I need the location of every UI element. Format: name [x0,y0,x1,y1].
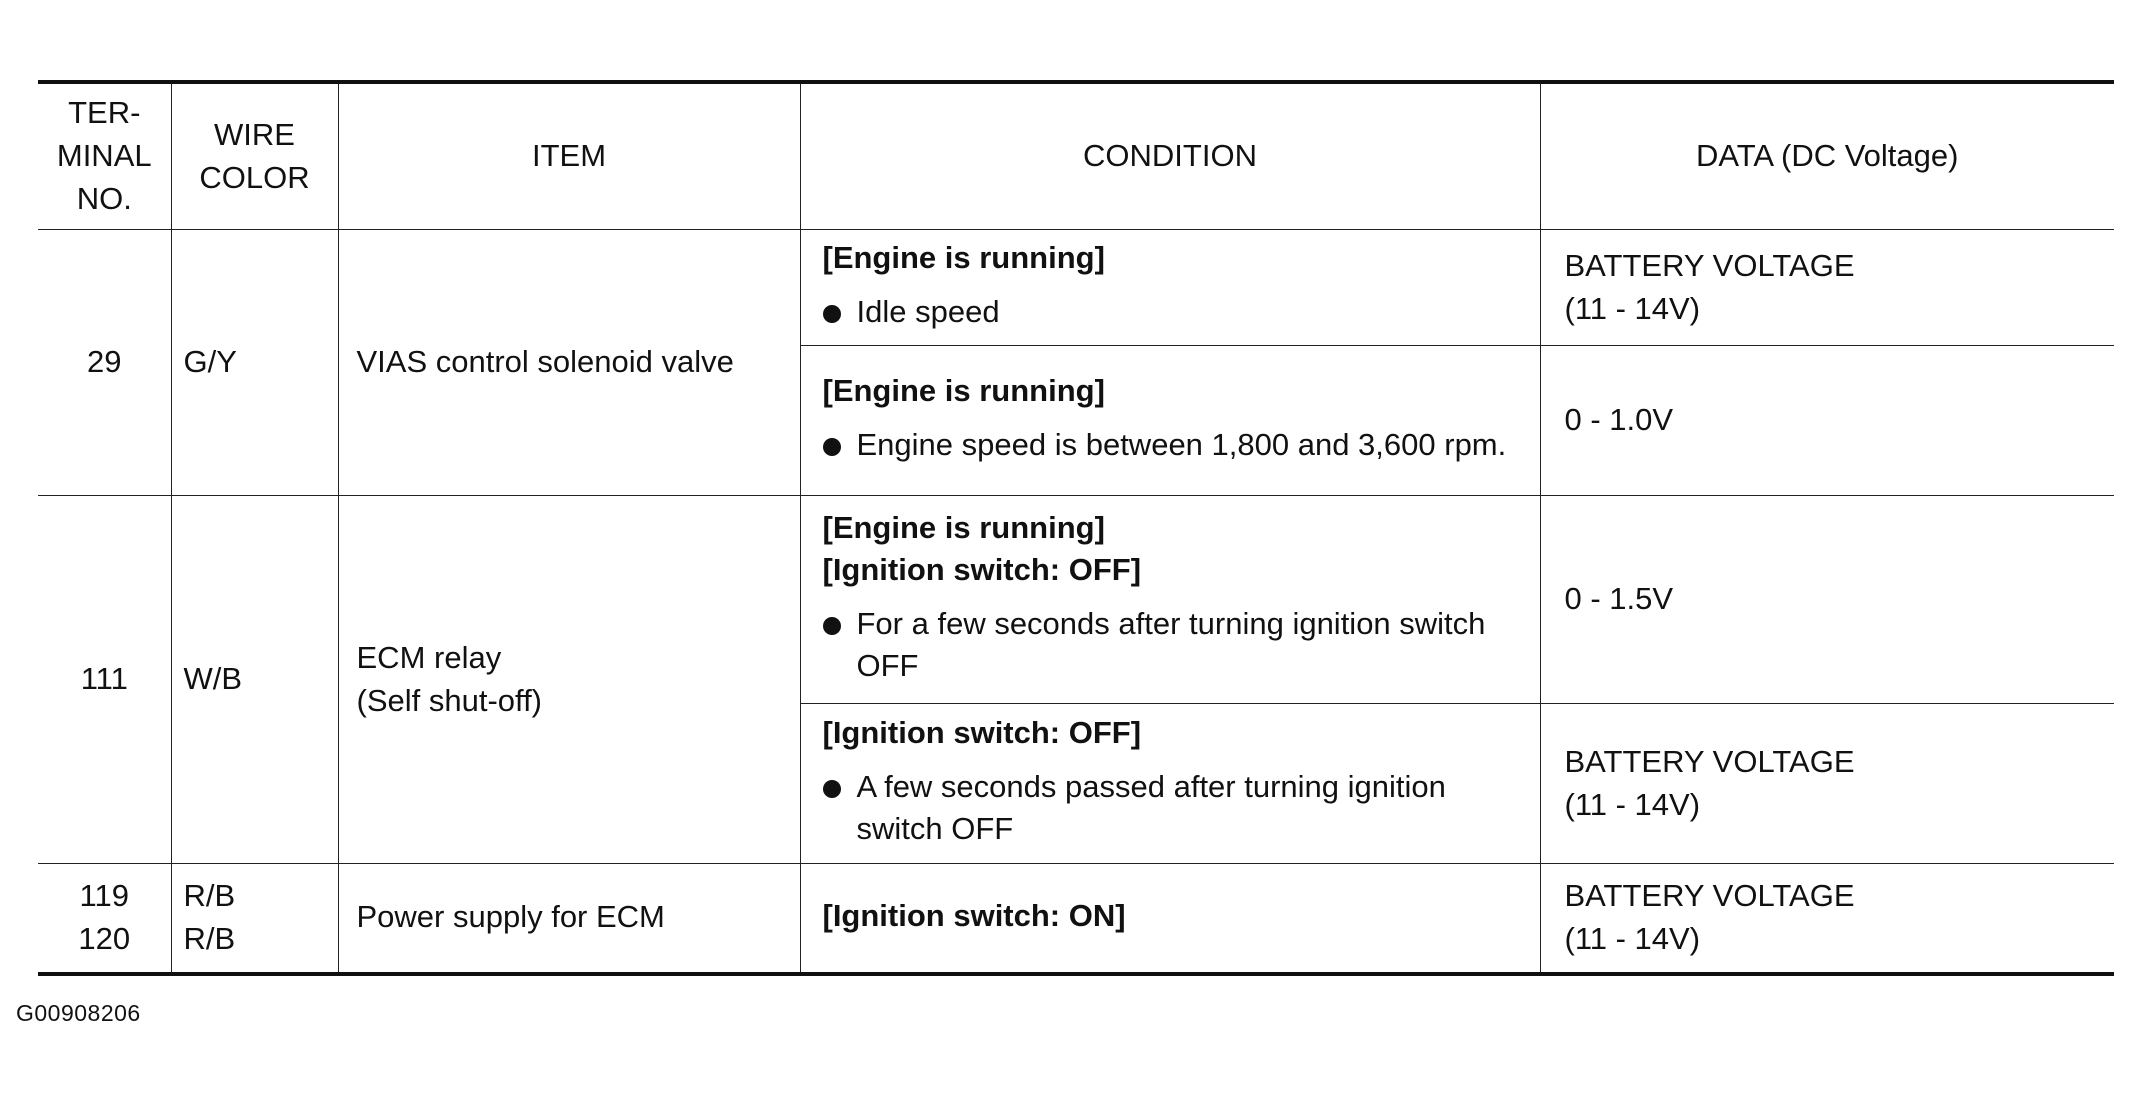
header-data: DATA (DC Voltage) [1540,82,2114,230]
data-value: (11 - 14V) [1564,920,1701,956]
condition-header: [Engine is running] [822,509,1105,545]
terminal-no-cell [38,230,171,496]
item-text: Power supply for ECM [356,899,665,935]
table-row [38,230,2114,346]
figure-code: G00908206 [16,1000,141,1026]
bullet-icon [823,438,841,456]
condition-text: A few seconds passed after turning ignition switch OFF [856,768,1446,847]
condition-header: [Engine is running] [822,240,1105,276]
item-cell [338,496,800,864]
wire-color-cell [171,864,338,974]
wire-color: R/B [183,920,236,956]
data-cell [1540,864,2114,974]
data-value: 0 - 1.5V [1564,581,1674,617]
item-text: (Self shut-off) [356,682,543,718]
wire-color: R/B [183,877,236,913]
terminal-number: 120 [78,920,131,956]
item-cell [338,230,800,496]
header-item: ITEM [338,82,800,230]
condition-header: [Ignition switch: OFF] [822,714,1142,750]
header-terminal-line: TER- [68,95,141,131]
header-terminal-no [38,82,171,230]
data-cell [1540,704,2114,864]
condition-bullet-item [823,603,1524,689]
condition-cell [800,864,1540,974]
table-row [38,496,2114,704]
wire-color-cell [171,230,338,496]
data-cell [1540,496,2114,704]
condition-cell [800,346,1540,496]
item-text: ECM relay [356,639,502,675]
table-row [38,864,2114,974]
header-terminal-line: MINAL [56,138,152,174]
data-value: BATTERY VOLTAGE [1564,247,1855,283]
data-cell [1540,346,2114,496]
wire-color-cell [171,496,338,864]
wire-color: W/B [183,661,243,697]
item-cell [338,864,800,974]
condition-bullet-item [823,766,1524,852]
terminal-number: 111 [80,661,128,697]
table-body [38,230,2114,974]
header-condition: CONDITION [800,82,1540,230]
data-value: 0 - 1.0V [1564,402,1674,438]
condition-bullet-item [823,291,1524,334]
terminal-number: 119 [79,877,129,913]
data-value: BATTERY VOLTAGE [1564,743,1855,779]
header-row [38,82,2114,230]
condition-text: Idle speed [856,294,1000,330]
header-wire-color [171,82,338,230]
data-value: (11 - 14V) [1564,290,1701,326]
bullet-icon [823,305,841,323]
bullet-icon [823,617,841,635]
condition-cell [800,704,1540,864]
condition-header: [Ignition switch: OFF] [822,551,1142,587]
terminal-no-cell [38,496,171,864]
terminal-no-cell [38,864,171,974]
header-wire-line: WIRE [214,116,295,152]
header-wire-line: COLOR [199,159,310,195]
ecm-terminal-table [38,80,2114,976]
header-terminal-line: NO. [76,180,132,216]
terminal-number: 29 [87,344,122,380]
condition-text: Engine speed is between 1,800 and 3,600 rpm. [856,427,1507,463]
condition-header: [Ignition switch: ON] [822,897,1126,933]
data-value: (11 - 14V) [1564,786,1701,822]
condition-text: For a few seconds after turning ignition switch OFF [856,605,1486,684]
item-text: VIAS control solenoid valve [356,344,734,380]
data-cell [1540,230,2114,346]
condition-cell [800,230,1540,346]
data-value: BATTERY VOLTAGE [1564,877,1855,913]
condition-bullet-item [823,424,1524,467]
bullet-icon [823,780,841,798]
wire-color: G/Y [183,344,237,380]
condition-header: [Engine is running] [822,373,1105,409]
condition-cell [800,496,1540,704]
